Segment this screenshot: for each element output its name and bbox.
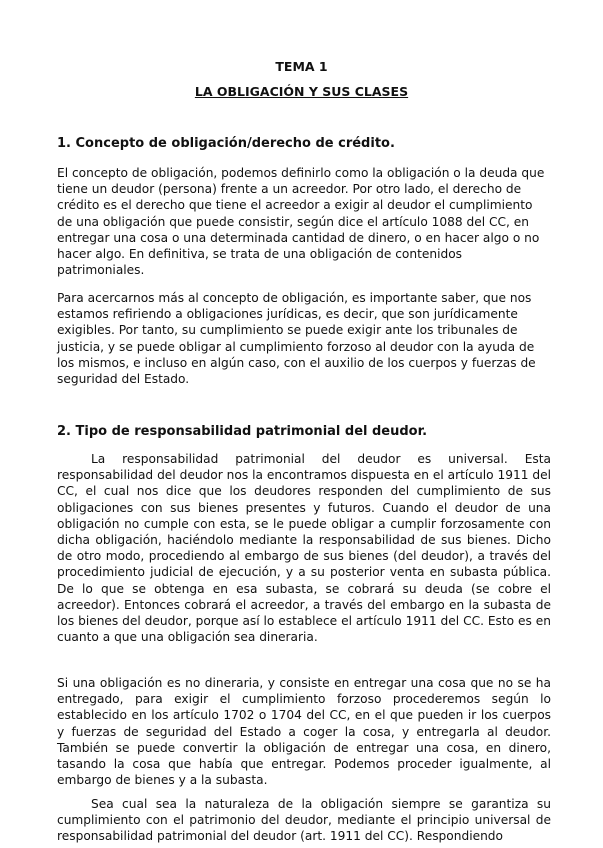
section-2-paragraph-2: Si una obligación es no dineraria, y consiste en entregar una cosa que no se ha entregado, para exigir el cumplimiento forzoso procederemos según lo establecido en los artículo 1702 o 1704 del CC, en el que pueden ir los cuerpos y fuerzas de seguridad del Estado a coger la cosa, y entregarla al deudor. También se puede convertir la obligación de entregar una cosa, en dinero, tasando la cosa que había que entregar. Podemos proceder igualmente, al embargo de bienes y a la subasta.: [57, 676, 551, 788]
section-1-paragraph-2: Para acercarnos más al concepto de obligación, es importante saber, que nos estamos refiriendo a obligaciones jurídicas, es decir, que son jurídicamente exigibles. Por tanto, su cumplimiento se puede exigir ante los tribunales de justicia, y se puede obligar al cumplimiento forzoso al deudor con la ayuda de los mismos, e incluso en algún caso, con el auxilio de los cuerpos y fuerzas de seguridad del Estado.: [57, 291, 536, 387]
section-1-heading: 1. Concepto de obligación/derecho de crédito.: [57, 136, 395, 151]
document-subtitle: LA OBLIGACIÓN Y SUS CLASES: [194, 84, 409, 99]
section-2-heading: 2. Tipo de responsabilidad patrimonial del deudor.: [57, 424, 428, 439]
section-2-paragraph-3: Sea cual sea la naturaleza de la obligación siempre se garantiza su cumplimiento con el patrimonio del deudor, mediante el principio universal de responsabilidad patrimonial del deudor (art. 1911 del CC). Respondiendo: [57, 797, 551, 844]
section-1-paragraph-1: El concepto de obligación, podemos definirlo como la obligación o la deuda que tiene un deudor (persona) frente a un acreedor. Por otro lado, el derecho de crédito es el derecho que tiene el acreedor a exigir al deudor el cumplimiento de una obligación que puede consistir, según dice el artículo 1088 del CC, en entregar una cosa o una determinada cantidad de dinero, o en hacer algo o no hacer algo. En definitiva, se trata de una obligación de contenidos patrimoniales.: [57, 166, 545, 278]
section-2-paragraph-1: La responsabilidad patrimonial del deudor es universal. Esta responsabilidad del deudor nos la encontramos dispuesta en el artículo 1911 del CC, el cual nos dice que los deudores responden del cumplimiento de sus obligaciones con sus bienes presentes y futuros. Cuando el deudor de una obligación no cumple con esta, se le puede obligar a cumplir forzosamente con dicha obligación, haciéndolo mediante la responsabilidad de sus bienes. Dicho de otro modo, procediendo al embargo de sus bienes (del deudor), a través del procedimiento judicial de ejecución, y a su posterior venta en subasta pública. De lo que se obtenga en esa subasta, se cobrará su deuda (se cobre el acreedor). Entonces cobrará el acreedor, a través del embargo en la subasta de los bienes del deudor, porque así lo establece el artículo 1911 del CC. Esto es en cuanto a que una obligación sea dineraria.: [57, 452, 551, 645]
document-title: TEMA 1: [275, 59, 328, 74]
